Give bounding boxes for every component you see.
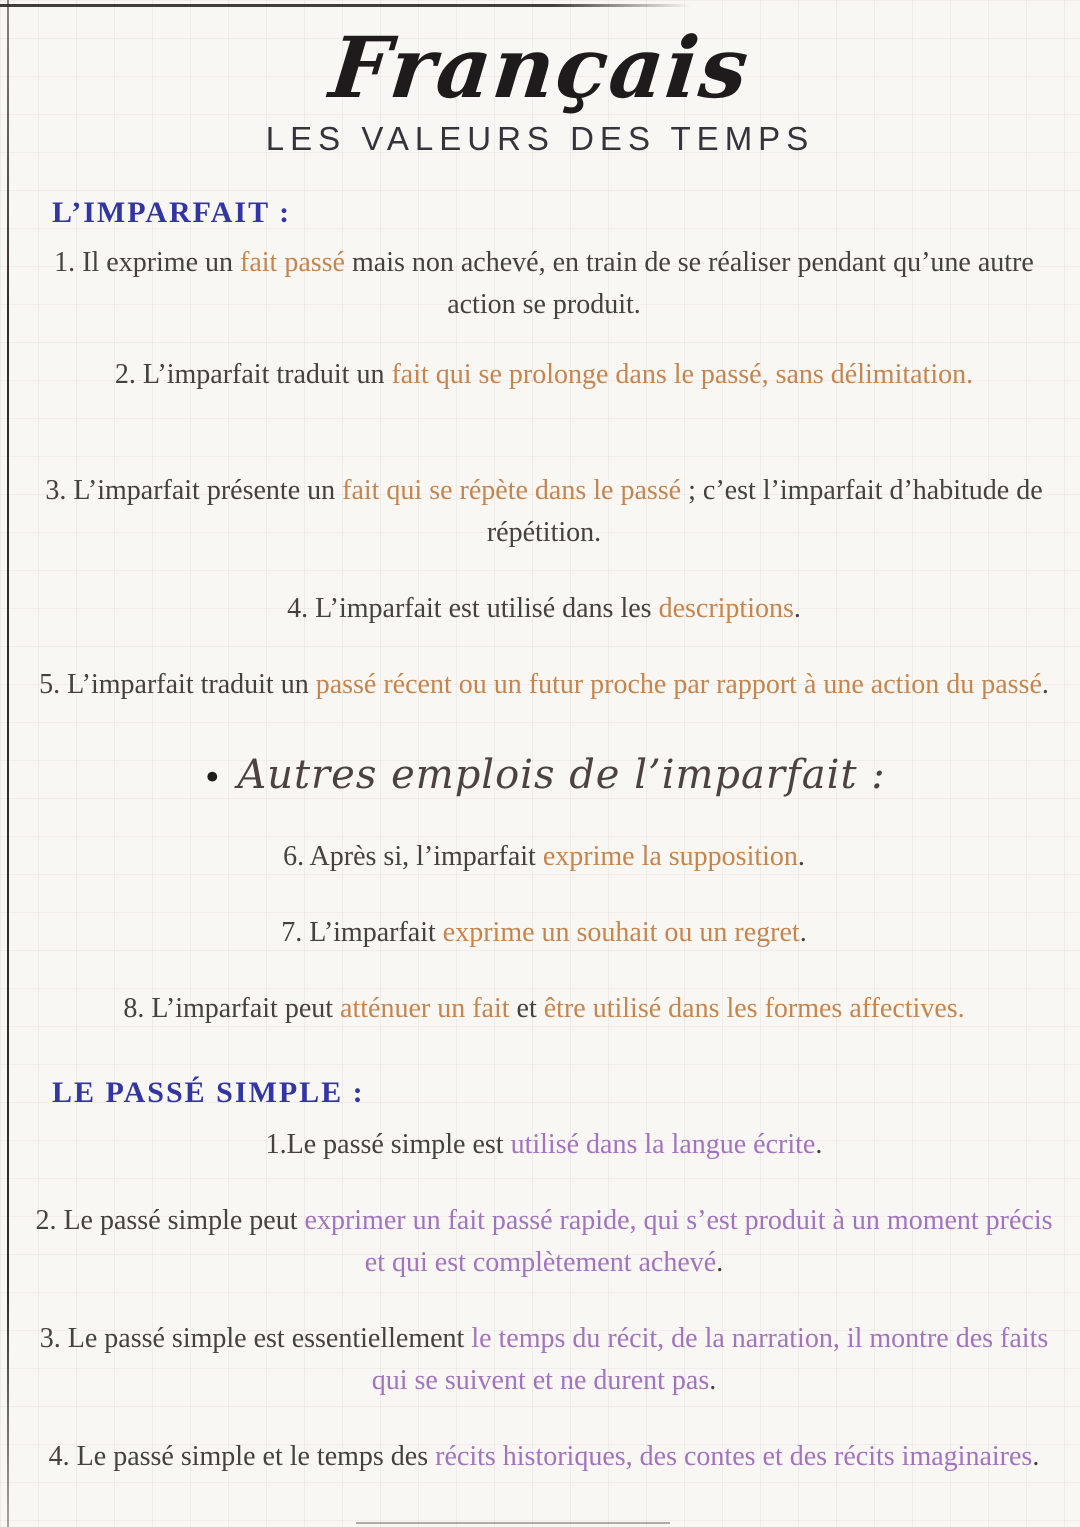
page-bottom-edge-line (356, 1522, 669, 1524)
highlighted-text: être utilisé dans les formes affectives. (543, 993, 965, 1024)
note-item (30, 836, 1058, 878)
body-text: . (716, 1247, 724, 1278)
page-title: Français (325, 18, 755, 117)
highlighted-text: exprimer un fait passé rapide, qui s’est produit à un moment précis et qui est complètement achevé (304, 1205, 1053, 1278)
highlighted-text: utilisé dans la langue écrite (510, 1129, 816, 1160)
body-text: mais non achevé, en train de se réaliser pendant qu’une autre action se produit. (344, 247, 1034, 320)
page-header (0, 0, 1080, 158)
body-text: 5. L’imparfait traduit un (39, 669, 316, 700)
body-text: 8. L’imparfait peut (123, 993, 341, 1024)
section-heading-passe-simple: LE PASSÉ SIMPLE : (52, 1076, 365, 1109)
body-text: . (1041, 669, 1049, 700)
body-text: 4. Le passé simple et le temps des (48, 1441, 436, 1472)
highlighted-text: fait qui se prolonge dans le passé, sans délimitation. (391, 359, 974, 390)
body-text: . (793, 593, 801, 624)
highlighted-text: descriptions (658, 593, 794, 624)
highlighted-text: passé récent ou un futur proche par rapport à une action du passé (315, 669, 1042, 700)
body-text: . (797, 841, 805, 872)
highlighted-text: le temps du récit, de la narration, il montre des faits qui se suivent et ne durent pas (371, 1323, 1049, 1396)
notes-content (0, 196, 1080, 1478)
note-item (30, 1124, 1058, 1166)
highlighted-text: fait qui se répète dans le passé (342, 475, 682, 506)
note-item (30, 912, 1058, 954)
highlighted-text: exprime un souhait ou un regret (442, 917, 800, 948)
note-item (30, 1200, 1058, 1284)
note-item (30, 1318, 1058, 1402)
highlighted-text: atténuer un fait (340, 993, 510, 1024)
page-left-edge-line (7, 0, 9, 1527)
bullet-icon: • (202, 758, 224, 798)
page-subtitle: LES VALEURS DES TEMPS (265, 120, 815, 157)
script-subheading-text: Autres emplois de l’imparfait : (237, 752, 886, 798)
body-text: 2. L’imparfait traduit un (114, 359, 392, 390)
section-heading-imparfait: L’IMPARFAIT : (52, 196, 292, 229)
highlighted-text: récits historiques, des contes et des récits imaginaires (435, 1441, 1033, 1472)
section-passe-simple (30, 1076, 1058, 1478)
body-text: 1.Le passé simple est (265, 1129, 511, 1160)
body-text: 2. Le passé simple peut (35, 1205, 305, 1236)
body-text: et (509, 993, 544, 1024)
note-item (30, 1436, 1058, 1478)
body-text: 3. L’imparfait présente un (45, 475, 343, 506)
body-text: . (1032, 1441, 1040, 1472)
body-text: . (815, 1129, 823, 1160)
body-text: 1. Il exprime un (54, 247, 241, 278)
note-item (30, 664, 1058, 706)
note-item (30, 588, 1058, 630)
note-item (30, 988, 1058, 1030)
page-top-edge-line (0, 4, 691, 7)
highlighted-text: fait passé (240, 247, 345, 278)
body-text: 4. L’imparfait est utilisé dans les (287, 593, 659, 624)
body-text: 7. L’imparfait (281, 917, 443, 948)
note-item (30, 354, 1058, 396)
body-text: ; c’est l’imparfait d’habitude de répétition. (486, 475, 1043, 548)
highlighted-text: exprime la supposition (542, 841, 798, 872)
note-item (30, 242, 1058, 326)
note-item (30, 470, 1058, 554)
section-imparfait (30, 196, 1058, 1030)
body-text: . (799, 917, 807, 948)
body-text: . (709, 1365, 717, 1396)
script-subheading (30, 752, 1058, 798)
body-text: 3. Le passé simple est essentiellement (39, 1323, 472, 1354)
body-text: 6. Après si, l’imparfait (283, 841, 543, 872)
